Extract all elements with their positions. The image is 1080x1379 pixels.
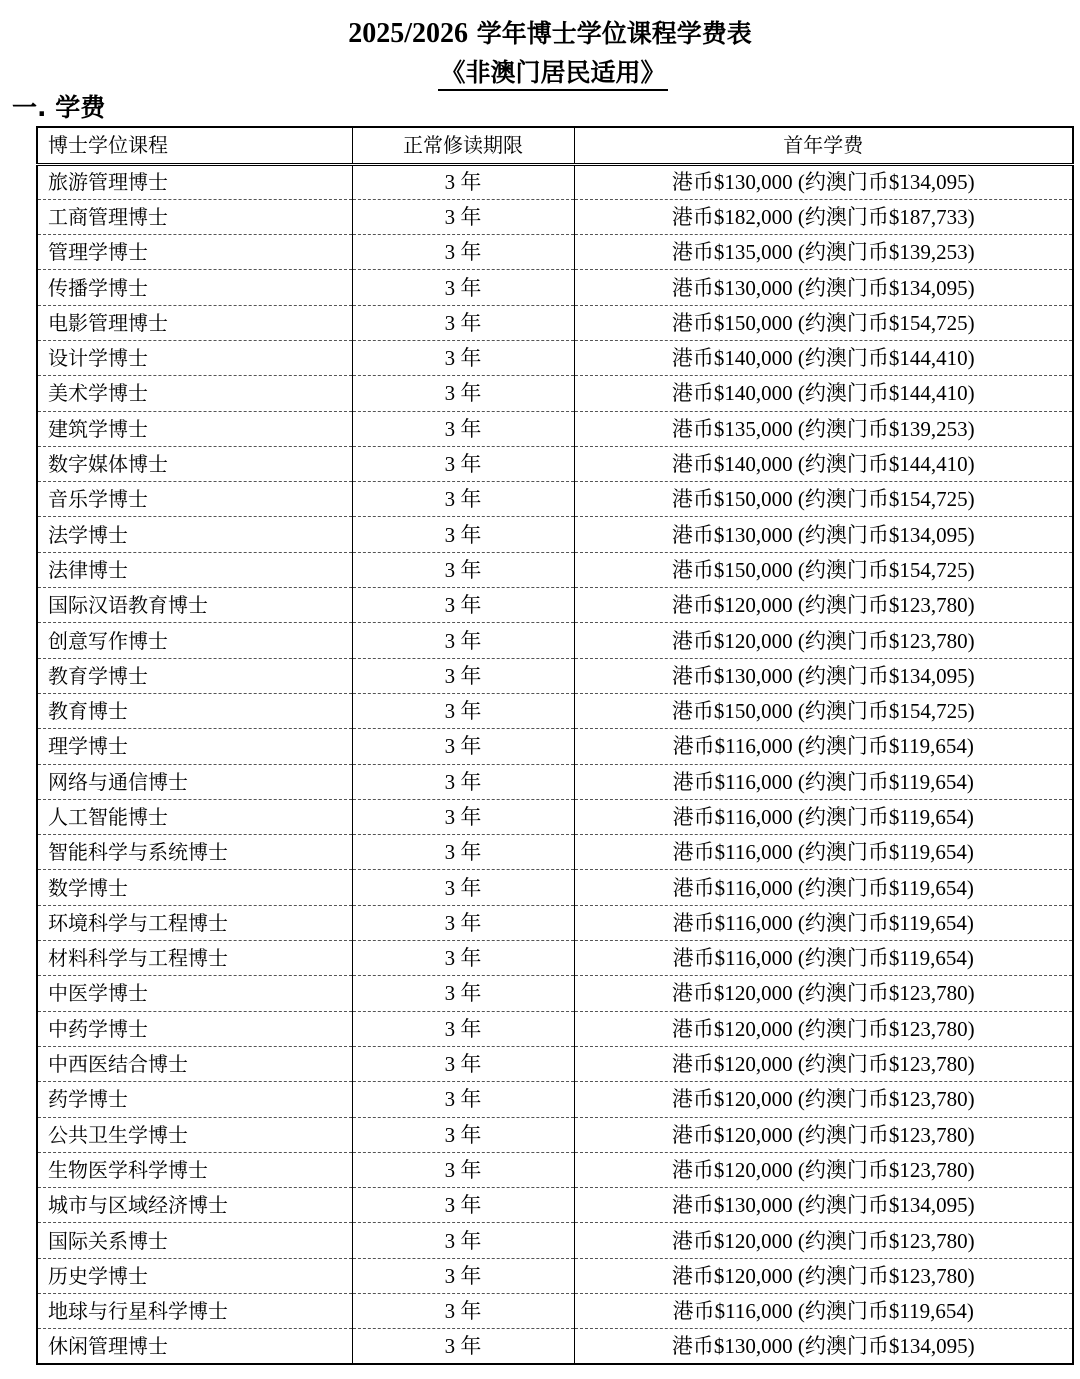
table-row (37, 658, 1073, 693)
table-row (37, 340, 1073, 375)
duration-cell: 3 年 (352, 870, 574, 905)
table-row (37, 1011, 1073, 1046)
duration-cell: 3 年 (352, 835, 574, 870)
duration-cell: 3 年 (352, 1329, 574, 1364)
duration-cell: 3 年 (352, 658, 574, 693)
program-cell: 教育博士 (37, 693, 352, 728)
fee-cell: 港币$120,000 (约澳门币$123,780) (574, 1117, 1073, 1152)
program-cell: 创意写作博士 (37, 623, 352, 658)
table-row (37, 164, 1073, 199)
program-cell: 音乐学博士 (37, 482, 352, 517)
table-row (37, 905, 1073, 940)
fee-cell: 港币$140,000 (约澳门币$144,410) (574, 446, 1073, 481)
table-row (37, 870, 1073, 905)
table-row (37, 411, 1073, 446)
fee-cell: 港币$130,000 (约澳门币$134,095) (574, 270, 1073, 305)
program-cell: 旅游管理博士 (37, 164, 352, 199)
table-row (37, 1188, 1073, 1223)
header-duration: 正常修读期限 (352, 127, 574, 164)
fee-cell: 港币$120,000 (约澳门币$123,780) (574, 1258, 1073, 1293)
program-cell: 药学博士 (37, 1082, 352, 1117)
table-row (37, 1152, 1073, 1187)
fee-cell: 港币$140,000 (约澳门币$144,410) (574, 340, 1073, 375)
program-cell: 数字媒体博士 (37, 446, 352, 481)
duration-cell: 3 年 (352, 1258, 574, 1293)
table-body (37, 164, 1073, 1364)
program-cell: 设计学博士 (37, 340, 352, 375)
fee-cell: 港币$120,000 (约澳门币$123,780) (574, 623, 1073, 658)
program-cell: 智能科学与系统博士 (37, 835, 352, 870)
fee-cell: 港币$116,000 (约澳门币$119,654) (574, 870, 1073, 905)
duration-cell: 3 年 (352, 1117, 574, 1152)
table-row (37, 446, 1073, 481)
fee-cell: 港币$150,000 (约澳门币$154,725) (574, 693, 1073, 728)
duration-cell: 3 年 (352, 764, 574, 799)
duration-cell: 3 年 (352, 1011, 574, 1046)
duration-cell: 3 年 (352, 517, 574, 552)
duration-cell: 3 年 (352, 446, 574, 481)
duration-cell: 3 年 (352, 1046, 574, 1081)
duration-cell: 3 年 (352, 1188, 574, 1223)
duration-cell: 3 年 (352, 1223, 574, 1258)
program-cell: 法律博士 (37, 552, 352, 587)
duration-cell: 3 年 (352, 270, 574, 305)
duration-cell: 3 年 (352, 340, 574, 375)
program-cell: 美术学博士 (37, 376, 352, 411)
table-row (37, 1294, 1073, 1329)
table-row (37, 1329, 1073, 1364)
program-cell: 传播学博士 (37, 270, 352, 305)
fee-cell: 港币$120,000 (约澳门币$123,780) (574, 1152, 1073, 1187)
program-cell: 国际关系博士 (37, 1223, 352, 1258)
title-year: 2025/2026 (348, 18, 469, 49)
table-row (37, 552, 1073, 587)
table-row (37, 1117, 1073, 1152)
table-row (37, 1223, 1073, 1258)
duration-cell: 3 年 (352, 411, 574, 446)
fee-cell: 港币$120,000 (约澳门币$123,780) (574, 976, 1073, 1011)
program-cell: 生物医学科学博士 (37, 1152, 352, 1187)
fee-cell: 港币$120,000 (约澳门币$123,780) (574, 1082, 1073, 1117)
fee-cell: 港币$130,000 (约澳门币$134,095) (574, 658, 1073, 693)
program-cell: 中西医结合博士 (37, 1046, 352, 1081)
program-cell: 中药学博士 (37, 1011, 352, 1046)
fee-cell: 港币$130,000 (约澳门币$134,095) (574, 517, 1073, 552)
program-cell: 休闲管理博士 (37, 1329, 352, 1364)
program-cell: 网络与通信博士 (37, 764, 352, 799)
program-cell: 人工智能博士 (37, 799, 352, 834)
header-program: 博士学位课程 (37, 127, 352, 164)
fee-cell: 港币$130,000 (约澳门币$134,095) (574, 1329, 1073, 1364)
header-row (37, 127, 1073, 164)
fee-cell: 港币$182,000 (约澳门币$187,733) (574, 199, 1073, 234)
duration-cell: 3 年 (352, 729, 574, 764)
program-cell: 环境科学与工程博士 (37, 905, 352, 940)
duration-cell: 3 年 (352, 693, 574, 728)
fee-cell: 港币$116,000 (约澳门币$119,654) (574, 799, 1073, 834)
document-subtitle: 《非澳门居民适用》 (438, 56, 667, 91)
duration-cell: 3 年 (352, 941, 574, 976)
table-row (37, 482, 1073, 517)
program-cell: 城市与区域经济博士 (37, 1188, 352, 1223)
subtitle-wrapper (0, 56, 1080, 91)
table-row (37, 199, 1073, 234)
fee-cell: 港币$130,000 (约澳门币$134,095) (574, 164, 1073, 199)
table-row (37, 623, 1073, 658)
duration-cell: 3 年 (352, 1294, 574, 1329)
fee-cell: 港币$120,000 (约澳门币$123,780) (574, 1046, 1073, 1081)
duration-cell: 3 年 (352, 235, 574, 270)
program-cell: 法学博士 (37, 517, 352, 552)
table-row (37, 941, 1073, 976)
program-cell: 历史学博士 (37, 1258, 352, 1293)
section-heading: 一. 学费 (12, 93, 106, 122)
table-row (37, 693, 1073, 728)
tuition-fee-table (36, 126, 1074, 1365)
table-row (37, 305, 1073, 340)
table-row (37, 1082, 1073, 1117)
duration-cell: 3 年 (352, 552, 574, 587)
duration-cell: 3 年 (352, 1152, 574, 1187)
table-row (37, 1046, 1073, 1081)
fee-cell: 港币$116,000 (约澳门币$119,654) (574, 1294, 1073, 1329)
table-row (37, 764, 1073, 799)
program-cell: 地球与行星科学博士 (37, 1294, 352, 1329)
duration-cell: 3 年 (352, 799, 574, 834)
table-header (37, 127, 1073, 164)
fee-cell: 港币$150,000 (约澳门币$154,725) (574, 552, 1073, 587)
fee-cell: 港币$120,000 (约澳门币$123,780) (574, 1223, 1073, 1258)
table-row (37, 1258, 1073, 1293)
duration-cell: 3 年 (352, 905, 574, 940)
program-cell: 管理学博士 (37, 235, 352, 270)
program-cell: 工商管理博士 (37, 199, 352, 234)
table-row (37, 376, 1073, 411)
fee-cell: 港币$116,000 (约澳门币$119,654) (574, 729, 1073, 764)
fee-cell: 港币$116,000 (约澳门币$119,654) (574, 905, 1073, 940)
program-cell: 公共卫生学博士 (37, 1117, 352, 1152)
program-cell: 电影管理博士 (37, 305, 352, 340)
fee-cell: 港币$120,000 (约澳门币$123,780) (574, 1011, 1073, 1046)
table-row (37, 799, 1073, 834)
duration-cell: 3 年 (352, 164, 574, 199)
program-cell: 数学博士 (37, 870, 352, 905)
fee-cell: 港币$135,000 (约澳门币$139,253) (574, 411, 1073, 446)
program-cell: 教育学博士 (37, 658, 352, 693)
duration-cell: 3 年 (352, 305, 574, 340)
duration-cell: 3 年 (352, 588, 574, 623)
table-row (37, 976, 1073, 1011)
duration-cell: 3 年 (352, 199, 574, 234)
document-title (0, 17, 1080, 51)
duration-cell: 3 年 (352, 482, 574, 517)
title-text: 学年博士学位课程学费表 (468, 19, 752, 48)
program-cell: 理学博士 (37, 729, 352, 764)
duration-cell: 3 年 (352, 1082, 574, 1117)
table-row (37, 270, 1073, 305)
duration-cell: 3 年 (352, 976, 574, 1011)
fee-cell: 港币$150,000 (约澳门币$154,725) (574, 305, 1073, 340)
duration-cell: 3 年 (352, 623, 574, 658)
table-row (37, 588, 1073, 623)
fee-cell: 港币$116,000 (约澳门币$119,654) (574, 835, 1073, 870)
program-cell: 材料科学与工程博士 (37, 941, 352, 976)
program-cell: 国际汉语教育博士 (37, 588, 352, 623)
fee-cell: 港币$116,000 (约澳门币$119,654) (574, 764, 1073, 799)
fee-cell: 港币$130,000 (约澳门币$134,095) (574, 1188, 1073, 1223)
fee-cell: 港币$116,000 (约澳门币$119,654) (574, 941, 1073, 976)
table-row (37, 835, 1073, 870)
table-row (37, 235, 1073, 270)
program-cell: 中医学博士 (37, 976, 352, 1011)
table-row (37, 517, 1073, 552)
header-first-year-fee: 首年学费 (574, 127, 1073, 164)
fee-cell: 港币$150,000 (约澳门币$154,725) (574, 482, 1073, 517)
fee-cell: 港币$135,000 (约澳门币$139,253) (574, 235, 1073, 270)
fee-cell: 港币$120,000 (约澳门币$123,780) (574, 588, 1073, 623)
table-row (37, 729, 1073, 764)
duration-cell: 3 年 (352, 376, 574, 411)
fee-cell: 港币$140,000 (约澳门币$144,410) (574, 376, 1073, 411)
program-cell: 建筑学博士 (37, 411, 352, 446)
